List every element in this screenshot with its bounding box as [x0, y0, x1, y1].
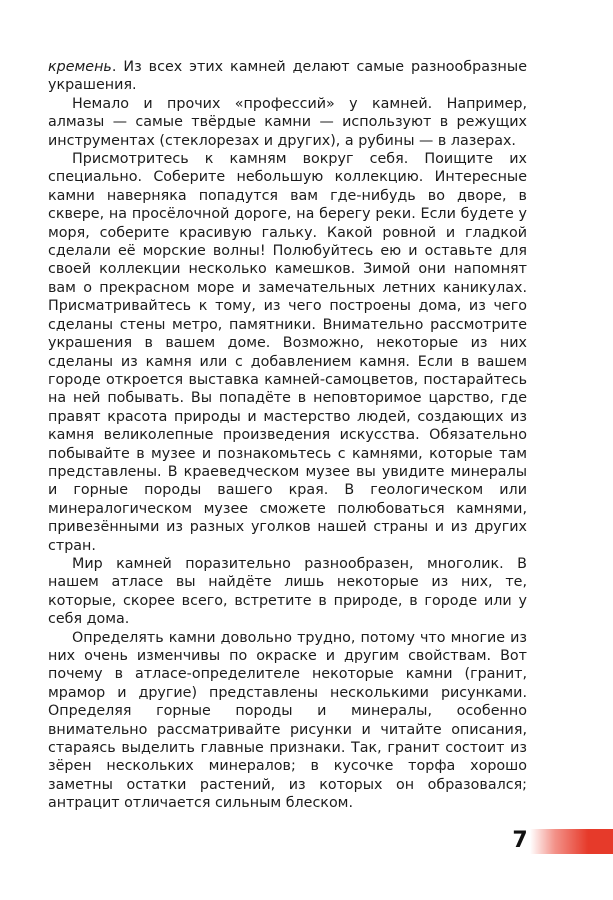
body-text	[48, 58, 527, 813]
paragraph-3: Присмотритесь к камням вокруг себя. Поищите их специально. Соберите небольшую коллекцию. Интересные камни наверняка попадутся вам где-нибудь во дворе, в сквере, на просёлочной дороге, на берегу реки. Если будете у моря, соберите красивую гальку. Какой ровной и гладкой сделали её морские волны! Полюбуйтесь ею и оставьте для своей коллекции несколько камешков. Зимой они напомнят вам о прекрасном море и замечательных летних каникулах. Присматривайтесь к тому, из чего построены дома, из чего сделаны стены метро, памятники. Внимательно рассмотрите украшения в вашем доме. Возможно, некоторые из них сделаны из камня или с добавлением камня. Если в вашем городе откроется выставка камней-самоцветов, постарайтесь на ней побывать. Вы попадёте в неповторимое царство, где правят красота природы и мастерство людей, создающих из камня великолепные произведения искусства. Обязательно побывайте в музее и познакомьтесь с камнями, которые там представлены. В краеведческом музее вы увидите минералы и горные породы вашего края. В геологическом или минералогическом музее сможете полюбоваться камнями, привезёнными из разных уголков нашей страны и из других стран.	[48, 151, 527, 554]
paragraph-5: Определять камни довольно трудно, потому что многие из них очень изменчивы по окраске и другим свойствам. Вот почему в атласе-определителе некоторые камни (гранит, мрамор и другие) представлены несколькими рисунками. Определяя горные породы и минералы, особенно внимательно рассматривайте рисунки и читайте описания, стараясь выделить главные признаки. Так, гранит состоит из зёрен нескольких минералов; в кусочке торфа хорошо заметны остатки растений, из которых он образовался; антрацит отличается сильным блеском.	[48, 629, 527, 812]
paragraph-1	[48, 58, 527, 95]
paragraph-2: Немало и прочих «профессий» у камней. Например, алмазы — самые твёрдые камни — используют в режущих инструментах (стеклорезах и других), а рубины — в лазерах.	[48, 95, 527, 149]
paragraph-1-text: . Из всех этих камней делают самые разнообразные украшения.	[48, 59, 527, 94]
page-number-accent-bar	[530, 829, 613, 854]
page-number: 7	[512, 828, 528, 853]
italic-term: кремень	[48, 59, 112, 75]
paragraph-4: Мир камней поразительно разнообразен, многолик. В нашем атласе вы найдёте лишь некоторые из них, те, которые, скорее всего, встретите в природе, в городе или у себя дома.	[48, 555, 527, 628]
